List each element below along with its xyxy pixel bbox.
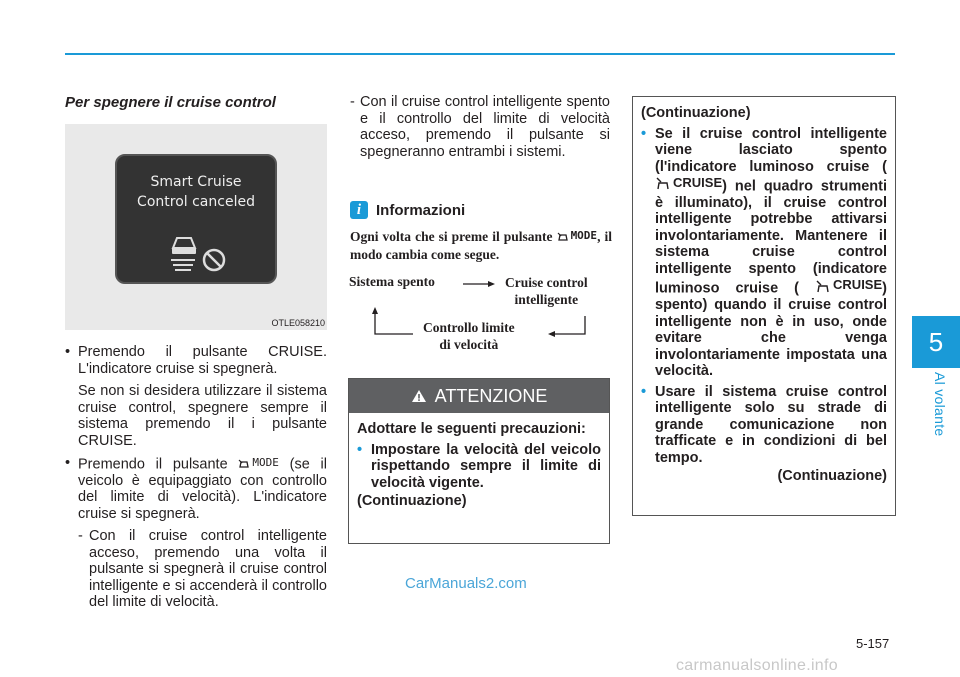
continued-bottom: (Continuazione)	[777, 468, 887, 484]
dash-item-1: - Con il cruise control intelligente acceso, premendo una volta il pulsante si spegnerà il cruise control intelligente e si accenderà il controllo del limite di velocità.	[65, 528, 327, 611]
page-number: 5-157	[856, 636, 890, 651]
cruise-indicator-label: CRUISE	[673, 175, 723, 190]
cruise-indicator-label-2: CRUISE	[833, 277, 883, 293]
warning-header	[349, 379, 609, 413]
warning-bullet: • Impostare la velocità del veicolo rispettando sempre il limite di velocità vigente.	[357, 442, 601, 492]
info-mode-icon	[557, 227, 598, 245]
continued-warning-box	[632, 96, 896, 516]
cruise-indicator-icon-2	[815, 277, 882, 294]
cruise-indicator-icon	[655, 175, 722, 192]
section-title: Per spegnere il cruise control	[65, 94, 276, 111]
bullet-mode-post: (se il veicolo è equipaggiato con controllo del limite di velocità). L'indicatore cruise si spegnerà.	[78, 456, 327, 522]
mode-cycle-diagram	[345, 272, 610, 356]
dash-item-2: - Con il cruise control intelligente spento e il controllo del limite di velocità acceso, premendo il pulsante si spegneranno entrambi i sistemi.	[350, 94, 610, 160]
figure-code: OTLE058210	[271, 318, 325, 328]
info-header	[350, 201, 465, 219]
warning-title: ATTENZIONE	[434, 385, 548, 406]
mode-button-icon	[238, 455, 279, 472]
diagram-limit-l1: Controllo limite	[423, 320, 515, 335]
cruise-cancel-icon	[169, 228, 229, 274]
diagram-limit-l2: di velocità	[439, 337, 499, 352]
diagram-cruise-l1: Cruise control	[505, 275, 588, 290]
info-mode-label: MODE	[570, 229, 598, 242]
right-bullet-1-part3: ) spento) quando il cruise control intelligente non è in uso, onde evitare che venga involontariamente impostata una velocità.	[655, 280, 887, 379]
screen-line-1: Smart Cruise	[150, 174, 242, 190]
left-column-text	[65, 344, 327, 611]
warning-continued: (Continuazione)	[357, 493, 467, 509]
chapter-number: 5	[928, 326, 944, 357]
warning-intro: Adottare le seguenti precauzioni:	[357, 421, 586, 437]
cluster-screen	[115, 154, 277, 284]
footer-watermark[interactable]: carmanualsonline.info	[676, 657, 838, 674]
diagram-cruise	[505, 274, 588, 308]
bullet-cruise: • Premendo il pulsante CRUISE. L'indicatore cruise si spegnerà.	[65, 344, 327, 377]
info-text-post: , il modo cambia come segue.	[350, 229, 612, 262]
top-rule	[65, 53, 895, 55]
diagram-cruise-l2: intelligente	[514, 292, 579, 307]
info-text	[350, 227, 612, 264]
chapter-label: Al volante	[932, 372, 948, 437]
right-bullet-1-part2: ) nel quadro strumenti è illuminato), il cruise control intelligente potrebbe attivarsi involontariamente. Mantenere il sistema cruise control intelligente spento (indicatore luminoso cruise (	[655, 178, 887, 297]
bullet-mode-pre: Premendo il pulsante	[78, 456, 228, 473]
warning-box	[348, 378, 610, 544]
continued-top: (Continuazione)	[641, 105, 751, 121]
mode-label: MODE	[252, 456, 279, 469]
screen-line-2: Control canceled	[137, 194, 255, 210]
bullet-mode	[65, 455, 327, 522]
right-bullet-1	[641, 126, 887, 380]
diagram-off: Sistema spento	[349, 274, 435, 289]
info-icon: i	[350, 201, 368, 219]
chapter-tab[interactable]	[912, 316, 960, 368]
right-bullet-1-part1: Se il cruise control intelligente viene lasciato spento (l'indicatore luminoso cruise (	[655, 125, 887, 175]
warning-body	[349, 413, 609, 518]
dash-item-2-text: Con il cruise control intelligente spento e il controllo del limite di velocità acceso, premendo il pulsante si spegneranno entrambi i sistemi.	[360, 94, 610, 160]
info-title: Informazioni	[376, 201, 466, 219]
diagram-limit	[423, 319, 515, 353]
warning-icon	[411, 389, 427, 403]
cluster-figure	[65, 124, 327, 330]
info-text-pre: Ogni volta che si preme il pulsante	[350, 229, 553, 244]
watermark[interactable]: CarManuals2.com	[405, 575, 527, 592]
right-bullet-2: • Usare il sistema cruise control intelligente solo su strade di grande comunicazione non trafficate e in condizioni di bel tempo.	[641, 384, 887, 467]
bullet-cruise-note: Se non si desidera utilizzare il sistema cruise control, spegnere sempre il sistema premendo il i pulsante CRUISE.	[78, 383, 327, 449]
